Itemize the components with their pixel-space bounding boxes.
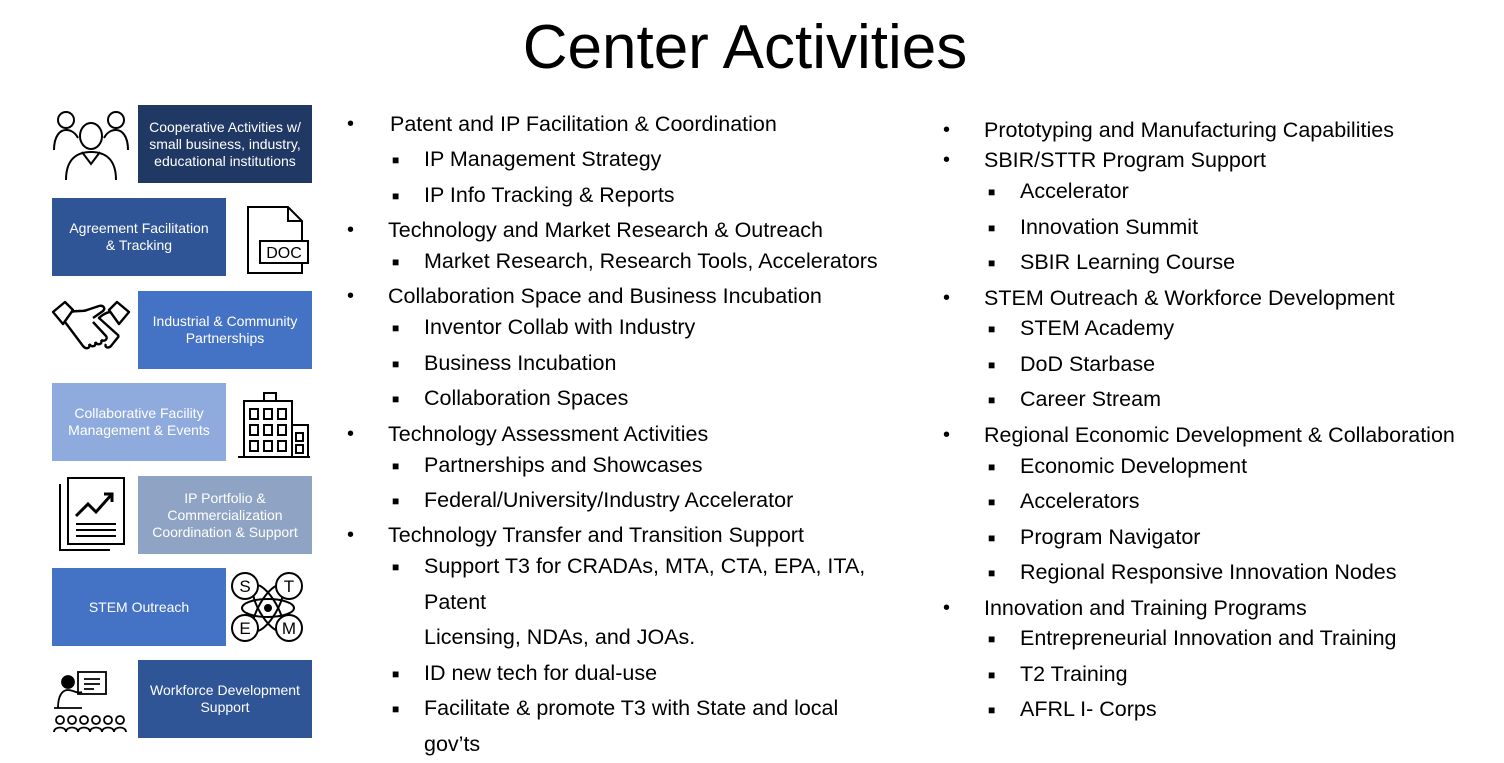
list-item (392, 346, 617, 382)
bullet-dot-icon: • (347, 423, 355, 445)
doc-file-icon (244, 205, 310, 275)
list-item-text: Career Stream (1020, 387, 1161, 411)
list-item (988, 449, 1248, 485)
list-item (392, 549, 866, 585)
bullet-square-icon: ■ (392, 459, 400, 473)
page-title: Center Activities (522, 13, 968, 82)
list-item-text: AFRL I- Corps (1020, 697, 1157, 721)
bullet-square-icon: ■ (988, 495, 996, 509)
list-item (988, 245, 1236, 281)
bullet-square-icon: ■ (392, 255, 400, 269)
bullet-dot-icon: • (943, 424, 951, 446)
chart-document-icon (56, 476, 128, 552)
list-item-text: Accelerators (1020, 489, 1140, 513)
list-item (988, 484, 1140, 520)
bullet-dot-icon: • (347, 285, 355, 307)
list-item-text: ID new tech for dual-use (424, 661, 658, 685)
list-item (392, 656, 658, 692)
list-item (392, 244, 878, 280)
list-item-text: Facilitate & promote T3 with State and local (424, 696, 839, 720)
list-item (392, 310, 696, 346)
list-item (988, 621, 1397, 657)
list-item-text: Business Incubation (424, 351, 617, 375)
bullet-square-icon: ■ (988, 460, 996, 474)
tile-industrial-partnerships: Industrial & Community Partnerships (138, 291, 312, 369)
stem-letter-s: S (239, 577, 251, 596)
bullet-square-icon: ■ (988, 566, 996, 580)
bullet-square-icon: ■ (988, 632, 996, 646)
list-item-text: Innovation Summit (1020, 215, 1199, 239)
list-item-text: Collaboration Space and Business Incubation (388, 284, 822, 308)
stem-letter-t: T (283, 577, 295, 596)
bullet-square-icon: ■ (392, 189, 400, 203)
list-item (988, 692, 1157, 728)
list-item-text: Entrepreneurial Innovation and Training (1020, 626, 1397, 650)
people-group-icon (52, 106, 130, 182)
list-item (392, 178, 675, 214)
bullet-square-icon: ■ (988, 322, 996, 336)
list-item-text: Patent and IP Facilitation & Coordination (390, 112, 777, 136)
list-item-text: Technology Transfer and Transition Support (388, 523, 804, 547)
bullet-dot-icon: • (943, 597, 951, 619)
bullet-dot-icon: • (943, 287, 951, 309)
list-item-text: Accelerator (1020, 179, 1129, 203)
bullet-square-icon: ■ (392, 667, 400, 681)
bullet-square-icon: ■ (988, 668, 996, 682)
list-item-text: DoD Starbase (1020, 352, 1156, 376)
list-item-text: Economic Development (1020, 454, 1248, 478)
list-item (988, 520, 1201, 556)
bullet-square-icon: ■ (392, 392, 400, 406)
bullet-square-icon: ■ (988, 393, 996, 407)
doc-file-icon-text: DOC (266, 245, 302, 262)
list-item-continuation: gov’ts (424, 732, 481, 756)
list-item-text: IP Info Tracking & Reports (424, 183, 675, 207)
tile-collaborative-facility: Collaborative Facility Management & Events (52, 383, 226, 461)
list-item (988, 311, 1175, 347)
list-item-text: Technology Assessment Activities (388, 422, 709, 446)
list-item-text: Regional Responsive Innovation Nodes (1020, 560, 1397, 584)
list-item-text: Inventor Collab with Industry (424, 315, 696, 339)
list-item (988, 174, 1129, 210)
bullet-dot-icon: • (347, 524, 355, 546)
bullet-square-icon: ■ (988, 531, 996, 545)
stem-letter-m: M (281, 619, 297, 638)
list-item-text: Partnerships and Showcases (424, 453, 703, 477)
bullet-square-icon: ■ (392, 153, 400, 167)
list-item (988, 382, 1161, 418)
bullet-square-icon: ■ (988, 221, 996, 235)
bullet-square-icon: ■ (392, 494, 400, 508)
list-item-text: Federal/University/Industry Accelerator (424, 488, 794, 512)
list-item-text: Prototyping and Manufacturing Capabilities (984, 118, 1394, 142)
list-item-text: Support T3 for CRADAs, MTA, CTA, EPA, ITA, (424, 554, 866, 578)
bullet-square-icon: ■ (988, 358, 996, 372)
list-item (392, 448, 703, 484)
bullet-square-icon: ■ (988, 256, 996, 270)
building-icon (236, 389, 312, 459)
stem-letter-e: E (239, 619, 251, 638)
list-item (988, 347, 1156, 383)
list-item-text: Collaboration Spaces (424, 386, 629, 410)
list-item-text: IP Management Strategy (424, 147, 662, 171)
bullet-square-icon: ■ (392, 560, 400, 574)
list-item-continuation: Patent (424, 590, 487, 614)
bullet-square-icon: ■ (392, 321, 400, 335)
bullet-square-icon: ■ (392, 357, 400, 371)
list-item-text: Market Research, Research Tools, Accelerators (424, 249, 878, 273)
list-item-text: Technology and Market Research & Outreach (388, 218, 824, 242)
list-item (988, 210, 1199, 246)
list-item-text: Regional Economic Development & Collaboration (984, 423, 1455, 447)
list-item-text: STEM Outreach & Workforce Development (984, 286, 1395, 310)
list-item-text: SBIR Learning Course (1020, 250, 1236, 274)
bullet-dot-icon: • (347, 113, 355, 135)
bullet-dot-icon: • (347, 219, 355, 241)
list-item (988, 555, 1397, 591)
list-item-continuation: Licensing, NDAs, and JOAs. (424, 625, 696, 649)
list-item-text: SBIR/STTR Program Support (984, 148, 1266, 172)
stem-atom-icon (229, 570, 307, 646)
tile-stem-outreach: STEM Outreach (52, 568, 226, 646)
presenter-audience-icon (52, 668, 132, 734)
list-item (347, 107, 777, 143)
tile-agreement-facilitation: Agreement Facilitation & Tracking (52, 198, 226, 276)
list-item (392, 483, 794, 519)
bullet-square-icon: ■ (392, 702, 400, 716)
tile-cooperative-activities: Cooperative Activities w/ small business, industry, educational institutions (138, 105, 312, 183)
list-item (392, 691, 839, 727)
bullet-square-icon: ■ (988, 703, 996, 717)
list-item (392, 142, 662, 178)
list-item-text: Program Navigator (1020, 525, 1201, 549)
list-item (988, 657, 1128, 693)
list-item (392, 381, 629, 417)
list-item-text: Innovation and Training Programs (984, 596, 1307, 620)
bullet-dot-icon: • (943, 119, 951, 141)
list-item-text: STEM Academy (1020, 316, 1175, 340)
handshake-icon (51, 298, 131, 360)
bullet-square-icon: ■ (988, 185, 996, 199)
tile-workforce-development: Workforce Development Support (138, 660, 312, 738)
list-item-text: T2 Training (1020, 662, 1128, 686)
bullet-dot-icon: • (943, 149, 951, 171)
tile-ip-portfolio: IP Portfolio & Commercialization Coordination & Support (138, 476, 312, 554)
